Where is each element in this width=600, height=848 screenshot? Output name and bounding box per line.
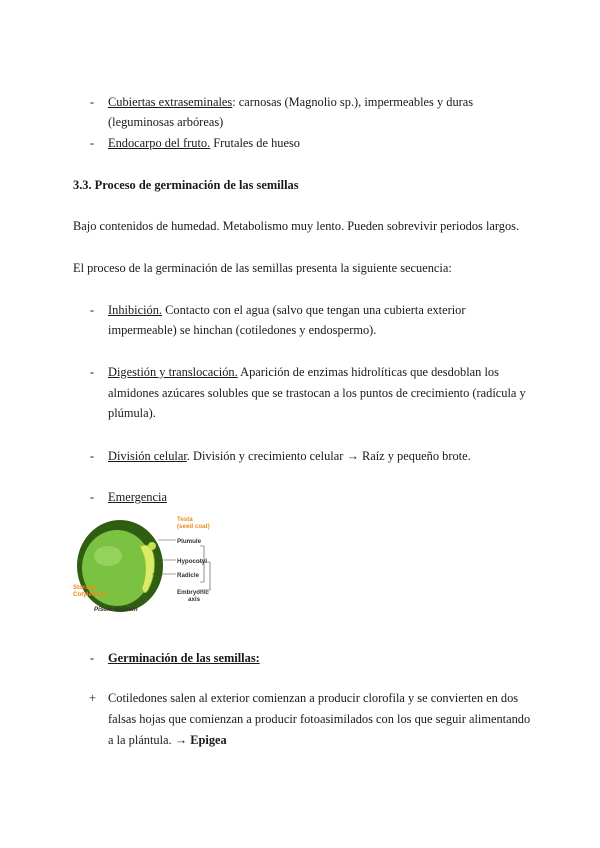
step-inhibicion: [108, 303, 465, 318]
label-cotyledons: Cotyledons: [73, 591, 107, 598]
text: Frutales de hueso: [210, 136, 301, 150]
term-endocarpo: Endocarpo del fruto.: [108, 136, 211, 150]
text-line: Cotiledones salen al exterior comienzan a producir clorofila y se convierten en dos: [108, 691, 519, 705]
term-epigea: Epigea: [190, 733, 227, 747]
text: Contacto con el agua (salvo que tengan una cubierta exterior: [162, 303, 466, 317]
paragraph: El proceso de la germinación de las semillas presenta la siguiente secuencia:: [73, 261, 452, 275]
step-division: [108, 449, 471, 464]
label-axis: axis: [188, 596, 201, 603]
text: : carnosas (Magnolio sp.), impermeables y duras: [232, 95, 474, 109]
bullet-dash: -: [90, 136, 95, 150]
bullet-dash: -: [90, 95, 95, 109]
paragraph: Bajo contenidos de humedad. Metabolismo muy lento. Pueden sobrevivir periodos largos.: [73, 219, 520, 233]
bullet-plus: +: [89, 691, 96, 705]
text-line: impermeable) se hinchan (cotiledones y endospermo).: [108, 323, 377, 337]
label-radicle: Radicle: [177, 572, 200, 579]
label-hypocotyl: Hypocotyl: [177, 558, 207, 565]
list-item-cubiertas: [108, 95, 473, 110]
step-emergencia: [108, 490, 167, 505]
seed-diagram: [72, 512, 232, 616]
section-heading: 3.3. Proceso de germinación de las semillas: [73, 178, 299, 192]
term-digestion: Digestión y translocación.: [108, 365, 238, 379]
step-digestion: [108, 365, 499, 380]
term-division: División celular: [108, 449, 187, 463]
label-seed-coat: (seed coat): [177, 523, 210, 530]
text-line: falsas hojas que comienzan a producir fotoasimilados con los que seguir alimentando: [108, 712, 531, 726]
bullet-dash: -: [90, 303, 95, 317]
label-plumule: Plumule: [177, 538, 202, 545]
bullet-dash: -: [90, 651, 95, 665]
list-item-endocarpo: [108, 136, 300, 151]
term-cubiertas: Cubiertas extraseminales: [108, 95, 233, 109]
text-line: almidones azúcares solubles que se trastocan a los puntos de crecimiento (radícula y: [108, 386, 526, 400]
label-embryonic: Embryonic: [177, 589, 209, 596]
germination-heading: Germinación de las semillas:: [108, 651, 260, 665]
text-line-epigea: [108, 733, 227, 748]
text: Aparición de enzimas hidrolíticas que desdoblan los: [237, 365, 499, 379]
bullet-dash: -: [90, 365, 95, 379]
plumule: [148, 542, 156, 550]
text: a la plántula. →: [108, 733, 191, 747]
label-species: Pisum sativum: [94, 606, 138, 613]
label-testa: Testa: [177, 516, 193, 523]
term-inhibicion: Inhibición.: [108, 303, 163, 317]
bullet-dash: -: [90, 449, 95, 463]
text-line: (leguminosas arbóreas): [108, 115, 224, 129]
text: . División y crecimiento celular → Raíz y pequeño brote.: [186, 449, 471, 463]
bullet-dash: -: [90, 490, 95, 504]
cotyledon-highlight: [94, 546, 122, 566]
text-line: plúmula).: [108, 406, 156, 420]
term-emergencia: Emergencia: [108, 490, 167, 504]
label-storage: Storage: [73, 584, 97, 591]
